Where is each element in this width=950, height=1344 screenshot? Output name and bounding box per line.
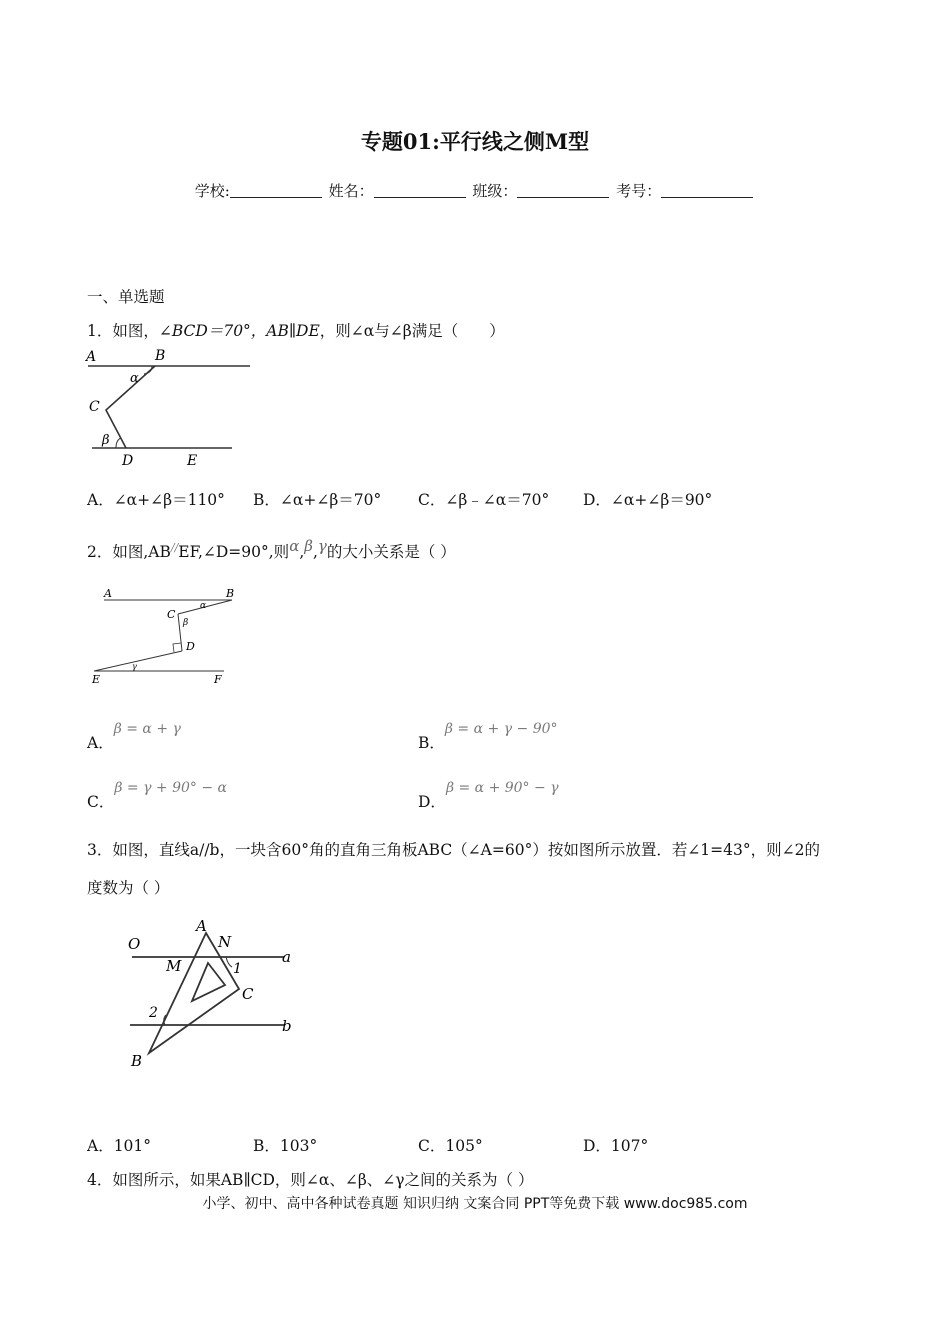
q2-seg-de — [94, 651, 182, 671]
q1-tail: ，则∠α与∠β满足（ ） — [319, 322, 505, 340]
q3-triangle-inner — [192, 963, 225, 1001]
q2-label-beta: β — [183, 618, 189, 628]
q2-option-b-letter: B． — [418, 734, 445, 752]
q3-label-angle2: 2 — [149, 1005, 158, 1021]
q2-option-c-expr: β = γ + 90° − α — [114, 780, 227, 796]
q3-label-b-vertex: B — [131, 1052, 143, 1070]
name-blank[interactable] — [374, 183, 466, 198]
q1-expr: ∠BCD＝70°，AB∥DE — [158, 322, 320, 340]
q1-label-e: E — [187, 453, 198, 469]
q3-option-b[interactable]: B．103° — [253, 1137, 318, 1155]
school-blank[interactable] — [230, 183, 322, 198]
q1-label-d: D — [122, 453, 134, 469]
q2-option-c[interactable] — [87, 780, 227, 812]
q3-arc-1 — [226, 957, 232, 967]
section-heading: 一、单选题 — [87, 288, 165, 306]
q2-right-angle-mark — [173, 643, 181, 652]
class-label: 班级： — [472, 182, 518, 200]
exam-number-label: 考号： — [616, 182, 662, 200]
q2-stem-c: 的大小关系是（ ） — [326, 543, 456, 562]
q2-stem-b: EF,∠D=90°,则 — [178, 543, 290, 562]
q3-triangle-outer — [149, 933, 239, 1053]
q3-figure — [122, 915, 302, 1075]
student-info-line — [0, 180, 950, 201]
q2-option-b[interactable] — [418, 721, 558, 753]
q3-label-a-vertex: A — [196, 917, 207, 935]
q2-option-a-letter: A． — [87, 734, 114, 752]
q3-label-angle1: 1 — [233, 961, 242, 977]
q3-label-line-b: b — [282, 1017, 292, 1035]
q1-option-b[interactable]: B．∠α+∠β＝70° — [253, 491, 382, 509]
q3-option-c[interactable]: C．105° — [418, 1137, 483, 1155]
q2-greek-gamma: γ — [317, 537, 327, 555]
q2-label-e: E — [92, 673, 101, 686]
q1-arc-beta — [116, 438, 121, 448]
name-label: 姓名： — [328, 182, 374, 200]
exam-number-blank[interactable] — [661, 183, 753, 198]
q1-option-c[interactable]: C．∠β﹣∠α＝70° — [418, 491, 550, 509]
q1-figure — [82, 344, 262, 470]
q3-label-n: N — [218, 933, 232, 951]
q3-label-line-a: a — [282, 948, 291, 966]
q1-label-b: B — [155, 348, 166, 364]
q2-greek-alpha: α — [289, 537, 300, 555]
q2-option-d[interactable] — [418, 780, 559, 812]
q1-label-c: C — [89, 399, 100, 415]
q2-seg-cd — [178, 614, 182, 651]
class-blank[interactable] — [517, 183, 609, 198]
q2-stem: 2．如图,AB//EF,∠D=90°,则$^\alpha$,$^\beta$,$^\gamma$的大小关系是（ ） — [87, 537, 456, 562]
q3-label-o: O — [128, 935, 141, 953]
q1-stem — [87, 319, 505, 341]
q2-label-gamma: γ — [132, 662, 137, 671]
q2-option-b-expr: β = α + γ − 90° — [444, 721, 558, 737]
q3-stem-line2: 度数为（ ） — [87, 879, 170, 897]
q3-label-c: C — [242, 985, 254, 1003]
q2-label-alpha: α — [200, 601, 207, 611]
q2-stem-a: 2．如图,AB — [87, 543, 171, 562]
q3-option-d[interactable]: D．107° — [583, 1137, 649, 1155]
q1-option-a[interactable]: A．∠α+∠β＝110° — [87, 491, 225, 509]
footer-ad: 小学、初中、高中各种试卷真题 知识归纳 文案合同 PPT等免费下载 www.doc985.com — [202, 1196, 748, 1212]
q1-num: 1．如图， — [87, 322, 159, 340]
q3-label-m: M — [166, 957, 182, 975]
q3-option-a[interactable]: A．101° — [87, 1137, 152, 1155]
q2-parallel-symbol: // — [170, 541, 179, 554]
q1-label-beta: β — [102, 433, 110, 448]
q2-label-a: A — [104, 587, 112, 600]
q2-greek-beta: β — [304, 537, 313, 555]
school-label: 学校: — [194, 182, 230, 200]
q2-option-c-letter: C． — [87, 793, 115, 811]
q2-option-a-expr: β = α + γ — [113, 721, 181, 737]
page-title: 专题01:平行线之侧M型 — [360, 129, 590, 154]
q1-arc-alpha — [144, 366, 152, 374]
q2-figure — [88, 586, 248, 690]
q2-label-f: F — [214, 673, 222, 686]
q2-label-c: C — [167, 608, 176, 621]
q1-option-d[interactable]: D．∠α+∠β＝90° — [583, 491, 713, 509]
q4-stem: 4．如图所示，如果AB∥CD，则∠α、∠β、∠γ之间的关系为（ ） — [87, 1171, 534, 1189]
q3-stem-line1: 3．如图，直线a//b，一块含60°角的直角三角板ABC（∠A=60°）按如图所示放置．若∠1=43°，则∠2的 — [87, 841, 820, 859]
q2-option-a[interactable] — [87, 721, 181, 753]
q1-label-a: A — [86, 349, 97, 365]
q2-option-d-letter: D． — [418, 793, 446, 811]
q2-label-d: D — [186, 640, 195, 653]
q1-label-alpha: α — [130, 371, 139, 386]
q2-label-b: B — [226, 587, 235, 600]
q2-option-d-expr: β = α + 90° − γ — [445, 780, 559, 796]
